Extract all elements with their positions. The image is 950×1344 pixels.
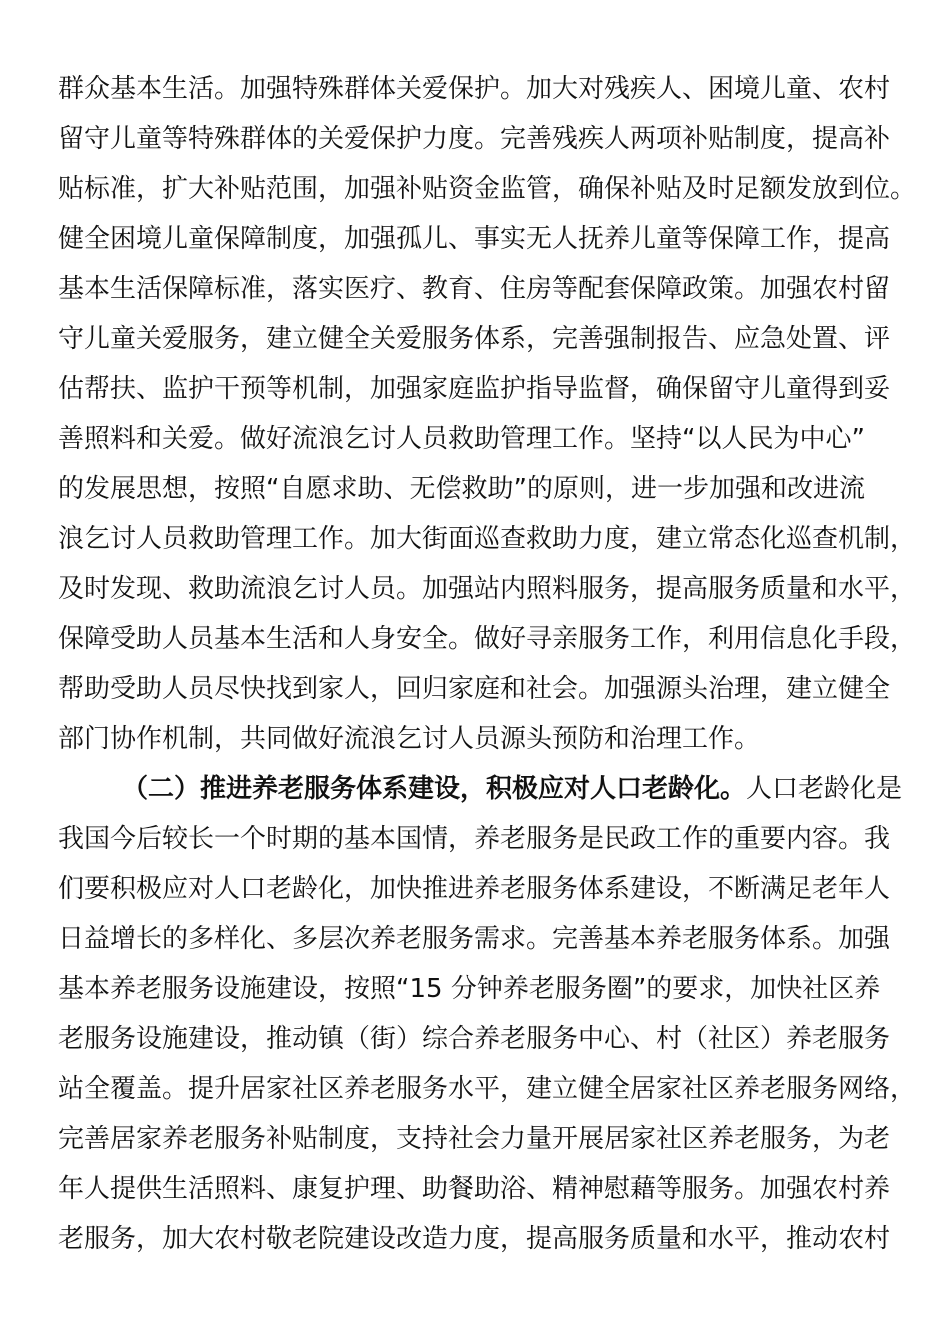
text-line: 贴标准，扩大补贴范围，加强补贴资金监管，确保补贴及时足额发放到位。 bbox=[58, 174, 917, 204]
section-first-line-text: 人口老龄化是 bbox=[746, 774, 903, 804]
section-heading: （二）推进养老服务体系建设，积极应对人口老龄化。 bbox=[122, 774, 747, 804]
text-line: 年人提供生活照料、康复护理、助餐助浴、精神慰藉等服务。加强农村养 bbox=[58, 1174, 891, 1204]
text-line: 及时发现、救助流浪乞讨人员。加强站内照料服务，提高服务质量和水平， bbox=[58, 574, 917, 604]
text-line: 我国今后较长一个时期的基本国情，养老服务是民政工作的重要内容。我 bbox=[58, 824, 891, 854]
text-line: 健全困境儿童保障制度，加强孤儿、事实无人抚养儿童等保障工作，提高 bbox=[58, 224, 891, 254]
body-text bbox=[58, 68, 917, 1268]
text-line: 守儿童关爱服务，建立健全关爱服务体系，完善强制报告、应急处置、评 bbox=[58, 324, 891, 354]
text-line: 帮助受助人员尽快找到家人，回归家庭和社会。加强源头治理，建立健全 bbox=[58, 674, 891, 704]
text-line: 基本生活保障标准，落实医疗、教育、住房等配套保障政策。加强农村留 bbox=[58, 274, 891, 304]
text-line: 基本养老服务设施建设，按照“15 分钟养老服务圈”的要求，加快社区养 bbox=[58, 974, 881, 1004]
text-line: 站全覆盖。提升居家社区养老服务水平，建立健全居家社区养老服务网络， bbox=[58, 1074, 917, 1104]
text-line: 完善居家养老服务补贴制度，支持社会力量开展居家社区养老服务，为老 bbox=[58, 1124, 891, 1154]
text-line: 的发展思想，按照“自愿求助、无偿救助”的原则，进一步加强和改进流 bbox=[58, 474, 865, 504]
text-line: 部门协作机制，共同做好流浪乞讨人员源头预防和治理工作。 bbox=[58, 724, 761, 754]
text-line: 估帮扶、监护干预等机制，加强家庭监护指导监督，确保留守儿童得到妥 bbox=[58, 374, 891, 404]
text-line: 保障受助人员基本生活和人身安全。做好寻亲服务工作，利用信息化手段， bbox=[58, 624, 917, 654]
text-line: 们要积极应对人口老龄化，加快推进养老服务体系建设，不断满足老年人 bbox=[58, 874, 891, 904]
text-line: 日益增长的多样化、多层次养老服务需求。完善基本养老服务体系。加强 bbox=[58, 924, 891, 954]
text-line: 群众基本生活。加强特殊群体关爱保护。加大对残疾人、困境儿童、农村 bbox=[58, 74, 891, 104]
section-first-line bbox=[58, 768, 903, 818]
text-line: 老服务设施建设，推动镇（街）综合养老服务中心、村（社区）养老服务 bbox=[58, 1024, 891, 1054]
text-line: 善照料和关爱。做好流浪乞讨人员救助管理工作。坚持“以人民为中心” bbox=[58, 424, 865, 454]
text-line: 浪乞讨人员救助管理工作。加大街面巡查救助力度，建立常态化巡查机制， bbox=[58, 524, 917, 554]
text-line: 老服务，加大农村敬老院建设改造力度，提高服务质量和水平，推动农村 bbox=[58, 1224, 891, 1254]
text-line: 留守儿童等特殊群体的关爱保护力度。完善残疾人两项补贴制度，提高补 bbox=[58, 124, 891, 154]
